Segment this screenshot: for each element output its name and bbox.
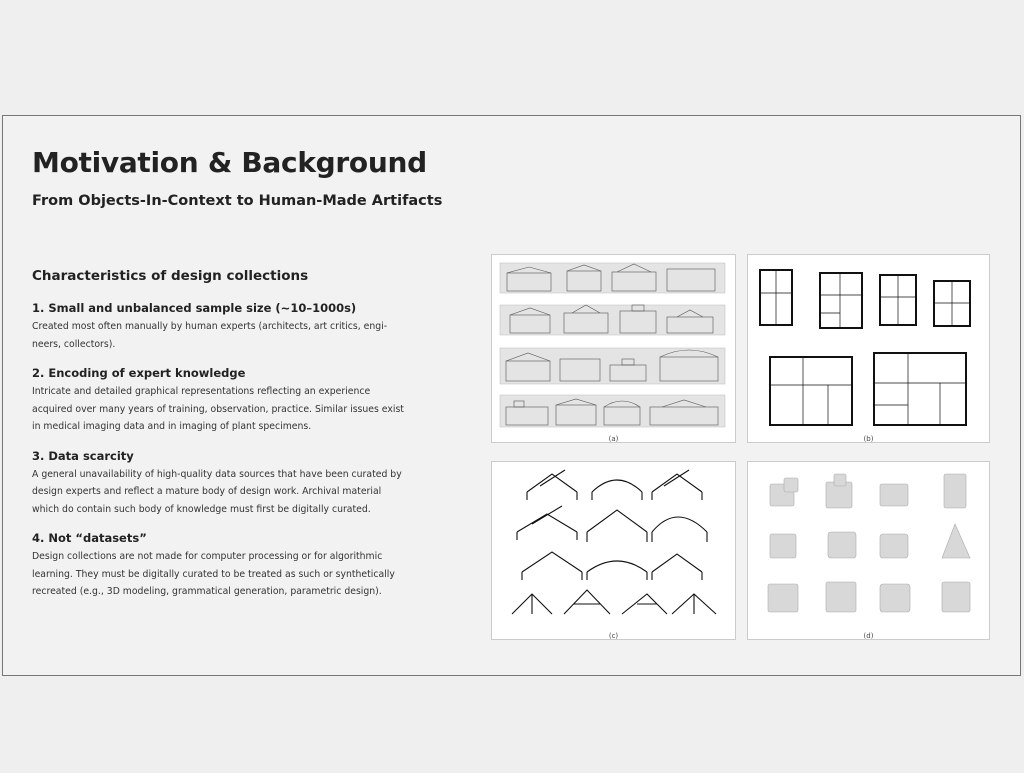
figure-massing bbox=[747, 461, 990, 640]
characteristic-text: A general unavailability of high-quality data sources that have been curated by design experts and reflect a mature body of design work. Archival material which do contain such body of knowledge must first be digitally curated. bbox=[32, 468, 402, 515]
characteristic-title: 3. Data scarcity bbox=[32, 448, 134, 463]
figure-label-b: (b) bbox=[863, 435, 874, 443]
characteristic-title: 2. Encoding of expert knowledge bbox=[32, 366, 246, 380]
characteristic-item bbox=[32, 531, 407, 601]
characteristic-text: Created most often manually by human experts (architects, art critics, engi-neers, collectors). bbox=[32, 321, 388, 350]
characteristic-text: Intricate and detailed graphical representations reflecting an experience acquired over many years of training, observation, practice. Similar issues exist in medical imaging data and in imaging of plant specimens. bbox=[32, 386, 404, 432]
massing-illustration bbox=[748, 462, 989, 630]
floorplans-illustration bbox=[748, 255, 989, 433]
figure-label-c: (c) bbox=[608, 632, 619, 640]
characteristics-heading: Characteristics of design collections bbox=[32, 268, 309, 284]
slide-title: Motivation & Background bbox=[32, 146, 427, 179]
slide-subtitle: From Objects-In-Context to Human-Made Artifacts bbox=[32, 193, 443, 209]
figure-structures bbox=[491, 461, 736, 640]
characteristic-title: 1. Small and unbalanced sample size (~10–1000s) bbox=[32, 301, 357, 315]
slide bbox=[2, 115, 1021, 676]
characteristic-text: Design collections are not made for computer processing or for algorithmic learning. They must be digitally curated to be treated as such or synthetically recreated (e.g., 3D modeling, grammatical generation, parametric design). bbox=[32, 551, 395, 597]
characteristic-title: 4. Not “datasets” bbox=[32, 531, 147, 545]
characteristics-section bbox=[32, 268, 407, 614]
figure-label-a: (a) bbox=[608, 435, 619, 443]
figure-label-d: (d) bbox=[863, 632, 874, 640]
structures-illustration bbox=[492, 462, 735, 630]
figure-facades bbox=[491, 254, 736, 443]
characteristic-item bbox=[32, 301, 407, 353]
characteristic-item bbox=[32, 449, 407, 519]
characteristic-item bbox=[32, 366, 407, 436]
figure-floorplans bbox=[747, 254, 990, 443]
facades-illustration bbox=[492, 255, 735, 433]
